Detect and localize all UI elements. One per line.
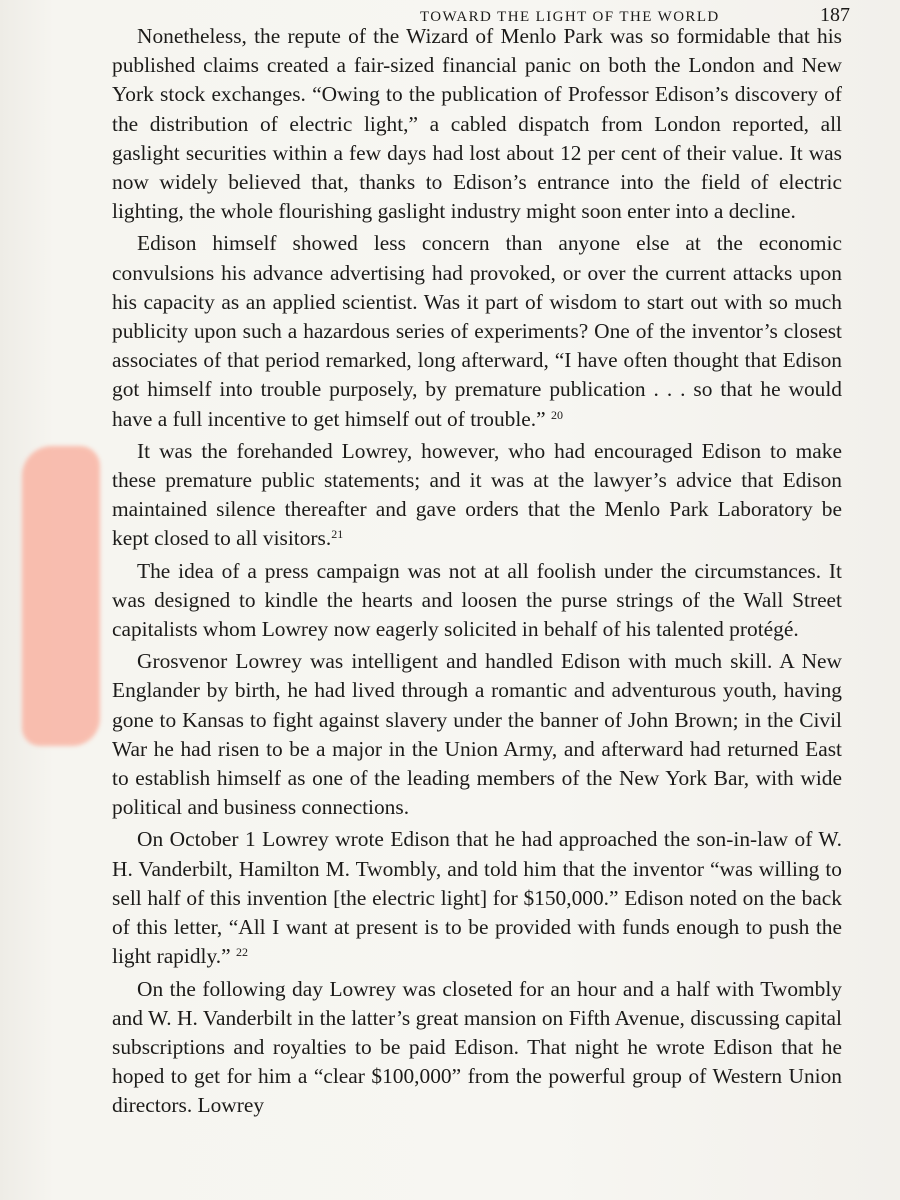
paragraph: On October 1 Lowrey wrote Edison that he had approached the son-in-law of W. H. Vanderbilt, Hamilton M. Twombly, and told him that the inventor “was willing to sell half of this invention [the electric light] for $150,000.” Edison noted on the back of this letter, “All I want at present is to be provided with funds enough to push the light rapidly.” $^{22}$ — [112, 827, 842, 969]
paragraph: Grosvenor Lowrey was intelligent and handled Edison with much skill. A New Englander by birth, he had lived through a romantic and adventurous youth, having gone to Kansas to fight against slavery under the banner of John Brown; in the Civil War he had risen to be a major in the Union Army, and afterward had returned East to establish himself as one of the leading members of the New York Bar, with wide political and business connections. — [112, 649, 842, 820]
paragraph: Edison himself showed less concern than anyone else at the economic convulsions his advance advertising had provoked, or over the current attacks upon his capacity as an applied scientist. Was it part of wisdom to start out with so much publicity upon such a hazardous series of experiments? One of the inventor’s closest associates of that period remarked, long afterward, “I have often thought that Edison got himself into trouble purposely, by premature publication . . . so that he would have a full incentive to get himself out of trouble.” $^{20}$ — [112, 231, 842, 431]
paragraph: It was the forehanded Lowrey, however, who had encouraged Edison to make these premature public statements; and it was at the lawyer’s advice that Edison maintained silence thereafter and gave orders that the Menlo Park Laboratory be kept closed to all visitors.$^{21}$ — [112, 438, 842, 551]
page-number: 187 — [820, 4, 850, 26]
paragraph: Nonetheless, the repute of the Wizard of Menlo Park was so formidable that his published claims created a fair-sized financial panic on both the London and New York stock exchanges. “Owing to the publication of Professor Edison’s discovery of the distribution of electric light,” a cabled dispatch from London reported, all gaslight securities within a few days had lost about 12 per cent of their value. It was now widely believed that, thanks to Edison’s entrance into the field of electric lighting, the whole flourishing gaslight industry might soon enter into a decline. — [112, 24, 842, 224]
footnote-ref: 22 — [235, 945, 248, 960]
footnote-ref: 21 — [331, 527, 344, 542]
running-title: TOWARD THE LIGHT OF THE WORLD — [420, 9, 720, 25]
paragraph: The idea of a press campaign was not at all foolish under the circumstances. It was designed to kindle the hearts and loosen the purse strings of the Wall Street capitalists whom Lowrey now eagerly solicited in behalf of his talented protégé. — [112, 558, 842, 642]
footnote-ref: 20 — [550, 407, 563, 422]
paragraph: On the following day Lowrey was closeted for an hour and a half with Twombly and W. H. Vanderbilt in the latter’s great mansion on Fifth Avenue, discussing capital subscriptions and royalties to be paid Edison. That night he wrote Edison that he hoped to get for him a “clear $100,000” from the powerful group of Western Union directors. Lowrey — [112, 976, 842, 1118]
body-text — [112, 22, 842, 1124]
highlighter-mark — [22, 446, 100, 746]
